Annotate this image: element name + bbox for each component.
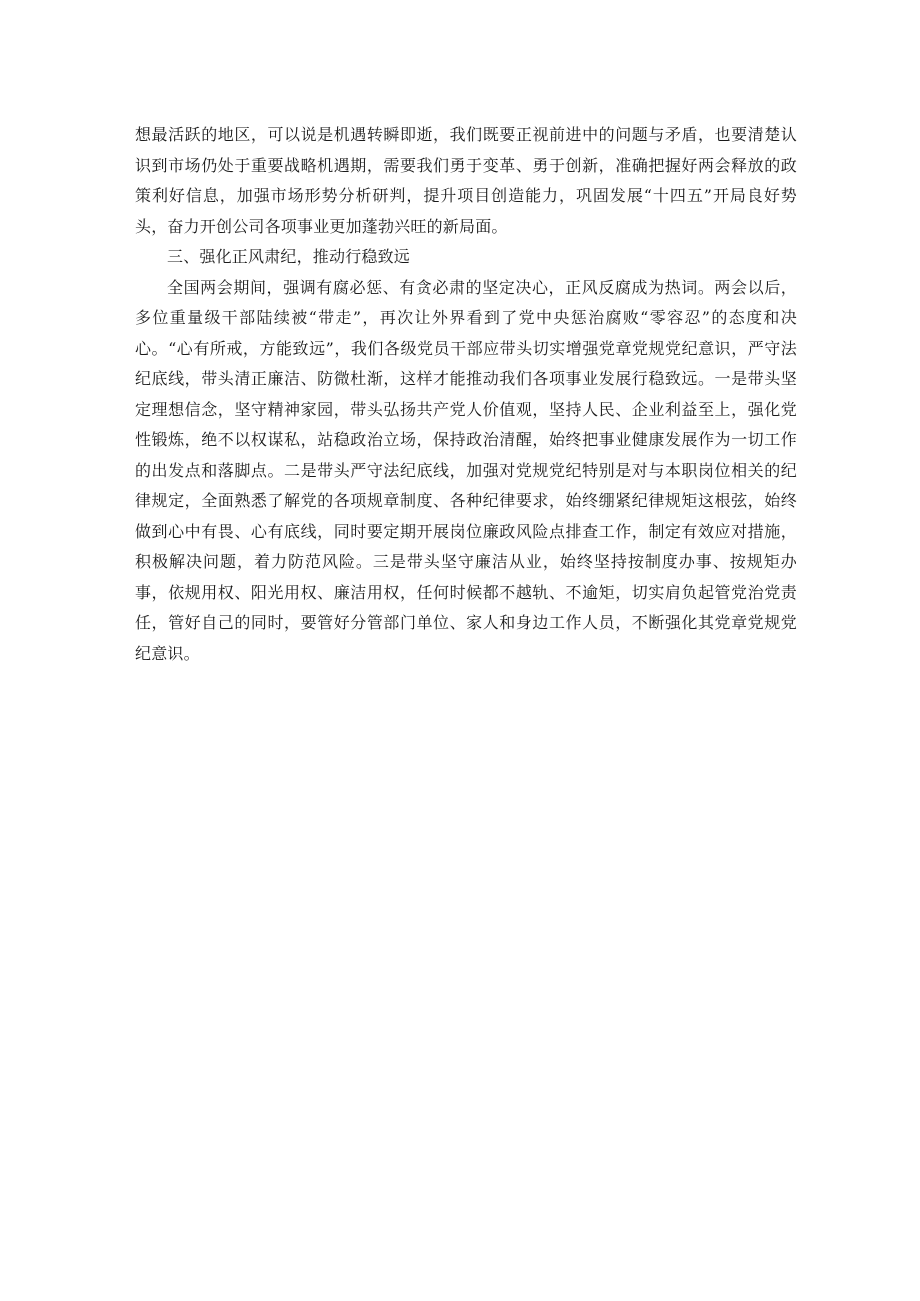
body-paragraph: 全国两会期间，强调有腐必惩、有贪必肃的坚定决心，正风反腐成为热词。两会以后，多位重量级干部陆续被“带走”，再次让外界看到了党中央惩治腐败“零容忍”的态度和决心。“心有所戒，方能致远”，我们各级党员干部应带头切实增强党章党规党纪意识，严守法纪底线，带头清正廉洁、防微杜渐，这样才能推动我们各项事业发展行稳致远。一是带头坚定理想信念，坚守精神家园，带头弘扬共产党人价值观，坚持人民、企业利益至上，强化党性锻炼，绝不以权谋私，站稳政治立场，保持政治清醒，始终把事业健康发展作为一切工作的出发点和落脚点。二是带头严守法纪底线，加强对党规党纪特别是对与本职岗位相关的纪律规定，全面熟悉了解党的各项规章制度、各种纪律要求，始终绷紧纪律规矩这根弦，始终做到心中有畏、心有底线，同时要定期开展岗位廉政风险点排查工作，制定有效应对措施，积极解决问题，着力防范风险。三是带头坚守廉洁从业，始终坚持按制度办事、按规矩办事，依规用权、阳光用权、廉洁用权，任何时候都不越轨、不逾矩，切实肩负起管党治党责任，管好自己的同时，要管好分管部门单位、家人和身边工作人员，不断强化其党章党规党纪意识。	[135, 277, 797, 663]
section-heading: 三、强化正风肃纪，推动行稳致远	[167, 247, 411, 266]
document-body	[135, 120, 797, 669]
continuation-paragraph: 想最活跃的地区，可以说是机遇转瞬即逝，我们既要正视前进中的问题与矛盾，也要清楚认识到市场仍处于重要战略机遇期，需要我们勇于变革、勇于创新，准确把握好两会释放的政策利好信息，加强市场形势分析研判，提升项目创造能力，巩固发展“十四五”开局良好势头，奋力开创公司各项事业更加蓬勃兴旺的新局面。	[135, 125, 797, 236]
